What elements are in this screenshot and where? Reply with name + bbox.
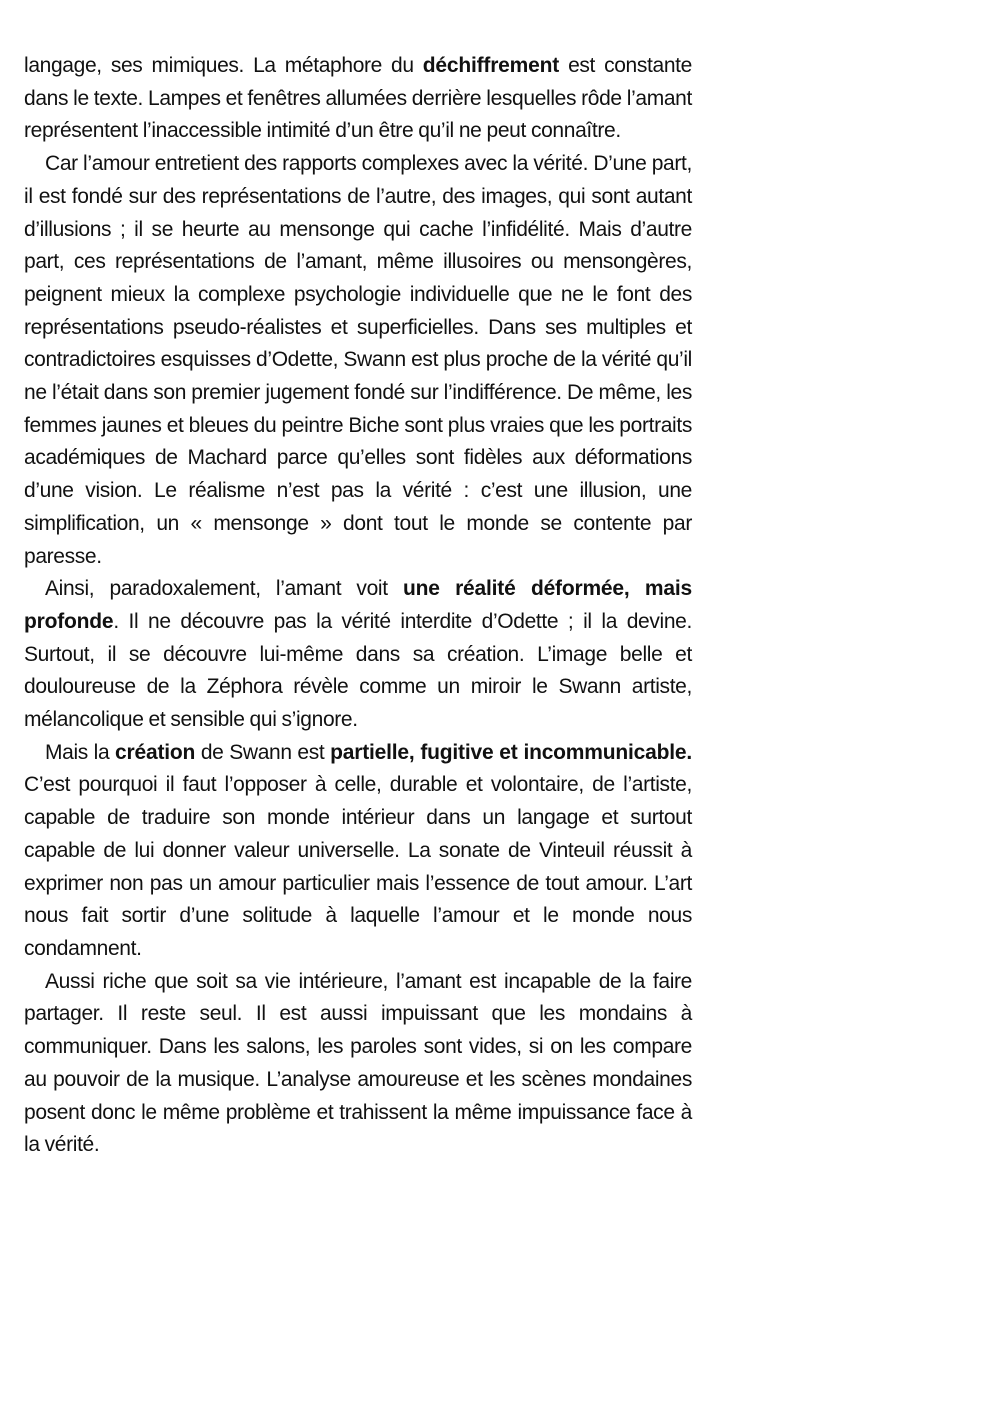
text-segment: Aussi riche que soit sa vie intérieure, l’amant est incapable de la faire partager. Il reste seul. Il est aussi impuissant que les mondains à communiquer. Dans les salons, les paroles sont vides, si on les compare au pouvoir de la musique. L’analyse amoureuse et les scènes mondaines posent donc le même problème et trahissent la même impuissance face à la vérité. xyxy=(24,969,692,1157)
document-page xyxy=(24,50,692,1162)
emphasis-partielle: partielle, fugitive et incommunicable. xyxy=(330,740,692,764)
text-segment: Mais la xyxy=(45,740,116,764)
paragraph-5 xyxy=(24,966,692,1162)
text-segment: langage, ses mimiques. La métaphore du xyxy=(24,54,423,77)
text-segment: C’est pourquoi il faut l’opposer à celle, durable et volontaire, de l’artiste, capable de traduire son monde intérieur dans un langage et surtout capable de lui donner valeur universelle. La sonate de Vinteuil réussit à exprimer non pas un amour particulier mais l’essence de tout amour. L’art nous fait sortir d’une solitude à laquelle l’amour et le monde nous condamnent. xyxy=(24,773,692,960)
emphasis-creation: création xyxy=(115,740,196,764)
emphasis-dechiffrement: déchiffrement xyxy=(422,54,560,77)
emphasis-realite-deformee: une réalité déformée, mais profonde xyxy=(24,577,692,633)
text-segment: Ainsi, paradoxalement, l’amant voit xyxy=(45,577,403,601)
text-segment: . Il ne découvre pas la vérité interdite d’Odette ; il la devine. Surtout, il se découvre lui-même dans sa création. L’image belle et douloureuse de la Zéphora révèle comme un miroir le Swann artiste, mélancolique et sensible qui s’ignore. xyxy=(24,609,692,732)
text-segment: est constante dans le texte. Lampes et fenêtres allumées derrière lesquelles rôde l’amant représentent l’inaccessible intimité d’un être qu’il ne peut connaître. xyxy=(24,54,692,143)
text-segment: Car l’amour entretient des rapports complexes avec la vérité. D’une part, il est fondé sur des représentations de l’autre, des images, qui sont autant d’illusions ; il se heurte au mensonge qui cache l’infidélité. Mais d’autre part, ces représentations de l’amant, même illusoires ou mensongères, peignent mieux la complexe psychologie individuelle que ne le font des représentations pseudo-réalistes et superficielles. Dans ses multiples et contradictoires esquisses d’Odette, Swann est plus proche de la vérité qu’il ne l’était dans son premier jugement fondé sur l’indifférence. De même, les femmes jaunes et bleues du peintre Biche sont plus vraies que les portraits académiques de Machard parce qu’elles sont fidèles aux déformations d’une vision. Le réalisme n’est pas la vérité : c’est une illusion, une simplification, un « mensonge » dont tout le monde se contente par paresse. xyxy=(24,152,692,568)
paragraph-1 xyxy=(24,50,692,148)
text-segment: de Swann est xyxy=(195,740,331,764)
paragraph-4 xyxy=(24,737,692,966)
paragraph-2 xyxy=(24,148,692,573)
paragraph-3 xyxy=(24,573,692,737)
